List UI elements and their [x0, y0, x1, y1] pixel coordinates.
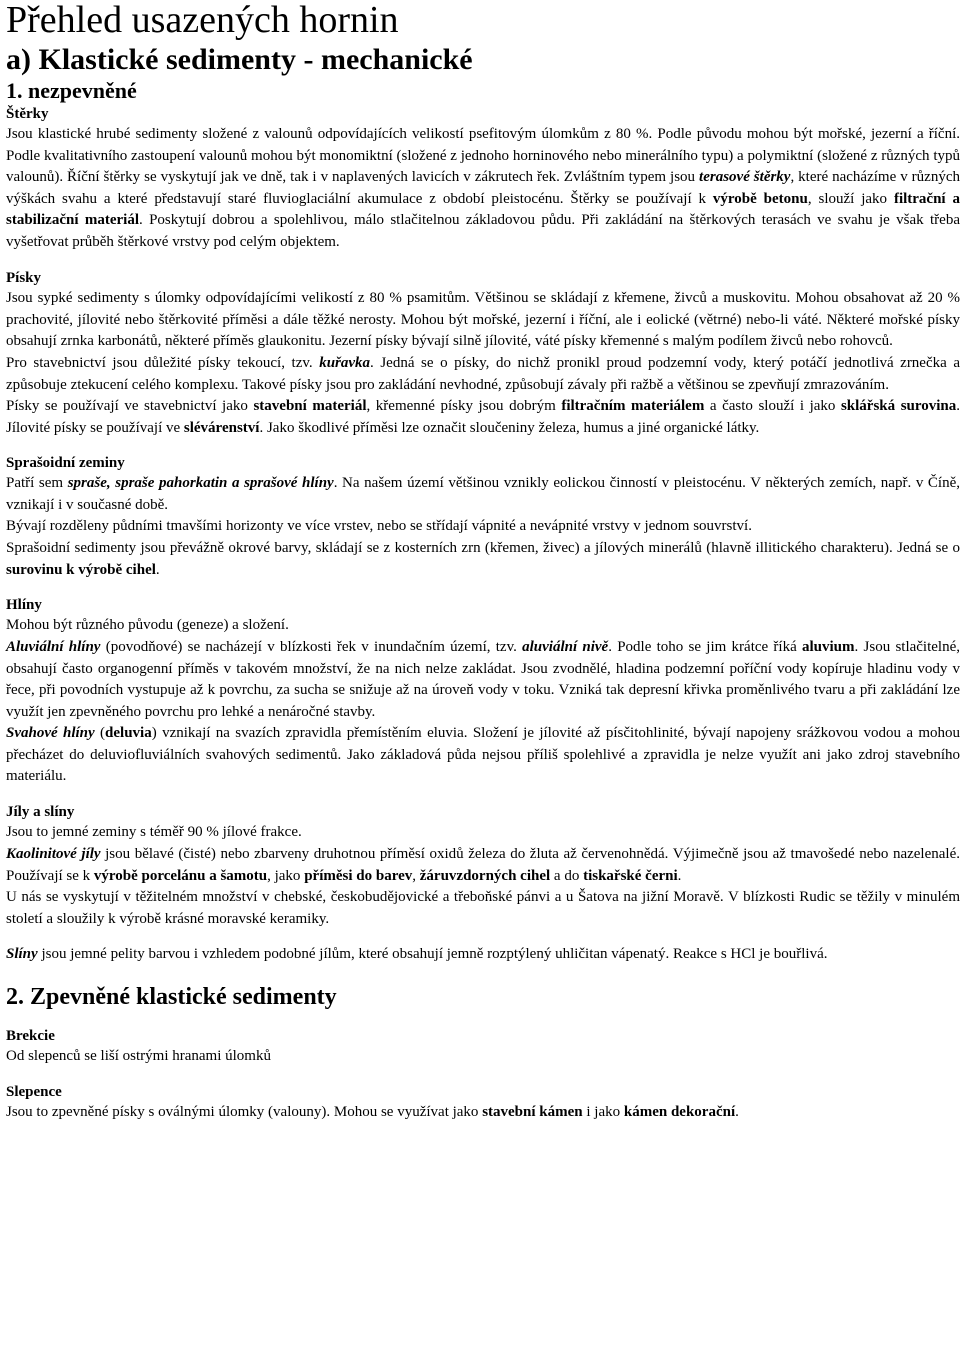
hliny-paragraph-3: Svahové hlíny (deluvia) vznikají na svazích zpravidla přemístěním eluvia. Složení je jílovité až písčitohlinité, bývají napojeny srážkovou vodou a mohou přecházet do deluviofluviálních svahových sedimentů. Jako základová půda nejsou příliš spolehlivé a zpravidla je nelze využít ani jako zdroj stavebního materiálu.: [6, 725, 960, 785]
jily-paragraph-3: U nás se vyskytují v těžitelném množství v chebské, českobudějovické a třeboňské pánvi a u Šatova na jižní Moravě. V blízkosti Rudic se těžily v minulém století a sloužily k výrobě krásné moravské keramiky.: [6, 889, 960, 927]
slepence-heading: Slepence: [6, 1084, 62, 1100]
sprasoidni-heading: Sprašoidní zeminy: [6, 455, 125, 471]
sprasoidni-paragraph-2: Bývají rozděleny půdními tmavšími horizonty ve více vrstev, nebo se střídají vápnité a nevápnité vrstvy v jednom souvrství.: [6, 518, 752, 534]
hliny-paragraph-1: Mohou být různého původu (geneze) a složení.: [6, 617, 289, 633]
jily-paragraph-1: Jsou to jemné zeminy s téměř 90 % jílové frakce.: [6, 824, 302, 840]
brekcie-heading: Brekcie: [6, 1028, 55, 1044]
section-a-heading: a) Klastické sedimenty - mechanické: [6, 43, 473, 76]
section-2-heading: 2. Zpevněné klastické sedimenty: [6, 984, 337, 1010]
page-title: Přehled usazených hornin: [6, 0, 399, 41]
jily-heading: Jíly a slíny: [6, 804, 75, 820]
pisky-heading: Písky: [6, 270, 42, 286]
hliny-paragraph-2: Aluviální hlíny (povodňové) se nacházejí v blízkosti řek v inundačním území, tzv. aluviální nivě. Podle toho se jim krátce říká aluvium. Jsou stlačitelné, obsahují často organogenní příměs v takovém množství, že na nich nelze zakládat. Jsou zvodnělé, hladina podzemní poříční vody kopíruje hladinu vody v řece, při povodních vystupuje až k povrchu, za sucha se snižuje až na úroveň vody v toku. Vzniká tak depresní křivka proměnlivého tvaru a při zakládání lze využít jen zpevněného povrchu pro lehké a nenáročné stavby.: [6, 639, 960, 720]
brekcie-paragraph: Od slepenců se liší ostrými hranami úlomků: [6, 1048, 271, 1064]
hliny-heading: Hlíny: [6, 597, 42, 613]
jily-paragraph-4: Slíny jsou jemné pelity barvou i vzhledem podobné jílům, které obsahují jemně rozptýlený uhličitan vápenatý. Reakce s HCl je bouřlivá.: [6, 946, 828, 962]
pisky-paragraph-1: Jsou sypké sedimenty s úlomky odpovídajícími velikostí z 80 % psamitům. Většinou se skládají z křemene, živců a muskovitu. Mohou obsahovat až 20 % prachovité, jílovité nebo štěrkovité příměsi a dále těžké nerosty. Mohou být mořské, jezerní i říční, ale i eolické (větrné) nebo-li váté. Některé mořské písky obsahují zrnka karbonátů, některé příměs glaukonitu. Jezerní písky bývají silně jílovité, váté písky křemenné s malým podílem živců nebo rohovců.: [6, 290, 960, 350]
sprasoidni-paragraph-3: Sprašoidní sedimenty jsou převážně okrové barvy, skládají se z kosterních zrn (křemen, živec) a jílových minerálů (hlavně illitického charakteru). Jedná se o surovinu k výrobě cihel.: [6, 540, 960, 578]
jily-paragraph-2: Kaolinitové jíly jsou bělavé (čisté) nebo zbarveny druhotnou příměsí oxidů železa do žluta až červenohnědá. Výjimečně jsou až tmavošedé nebo nazelenalé. Používají se k výrobě porcelánu a šamotu, jako příměsi do barev, žáruvzdorných cihel a do tiskařské černi.: [6, 846, 960, 884]
slepence-paragraph: Jsou to zpevněné písky s oválnými úlomky (valouny). Mohou se využívat jako stavební kámen i jako kámen dekorační.: [6, 1104, 739, 1120]
sprasoidni-paragraph-1: Patří sem spraše, spraše pahorkatin a sprašové hlíny. Na našem území většinou vznikly eolickou činností v pleistocénu. V některých zemích, např. v Číně, vznikají i v současné době.: [6, 475, 960, 513]
sterky-paragraph: Jsou klastické hrubé sedimenty složené z valounů odpovídajících velikostí psefitovým úlomkům z 80 %. Podle původu mohou být mořské, jezerní a říční. Podle kvalitativního zastoupení valounů mohou být monomiktní (složené z jednoho horninového nebo minerálního typu) a polymiktní (složené z různých typů valounů). Říční štěrky se vyskytují jak ve dně, tak i v naplavených lavicích v zákrutech řek. Zvláštním typem jsou terasové štěrky, které nacházíme v různých výškách svahu a které představují staré fluvioglaciální akumulace z období pleistocénu. Štěrky se používají k výrobě betonu, slouží jako filtrační a stabilizační materiál. Poskytují dobrou a spolehlivou, málo stlačitelnou základovou půdu. Při zakládání na štěrkových terasách ve svahu je však třeba vyšetřovat průběh štěrkové vrstvy pod celým objektem.: [6, 126, 960, 250]
section-1-heading: 1. nezpevněné: [6, 78, 137, 103]
pisky-paragraph-3: Písky se používají ve stavebnictví jako stavební materiál, křemenné písky jsou dobrým filtračním materiálem a často slouží i jako sklářská surovina. Jílovité písky se používají ve slévárenství. Jako škodlivé příměsi lze označit sloučeniny železa, humus a jiné organické látky.: [6, 398, 960, 436]
pisky-paragraph-2: Pro stavebnictví jsou důležité písky tekoucí, tzv. kuřavka. Jedná se o písky, do nichž pronikl proud podzemní vody, který potáčí jednotlivá zrnečka a způsobuje ztekucení celého komplexu. Takové písky jsou pro zakládání nevhodné, způsobují závaly při ražbě a většinou se zpevňují zmrazováním.: [6, 355, 960, 393]
sterky-heading: Štěrky: [6, 106, 49, 122]
